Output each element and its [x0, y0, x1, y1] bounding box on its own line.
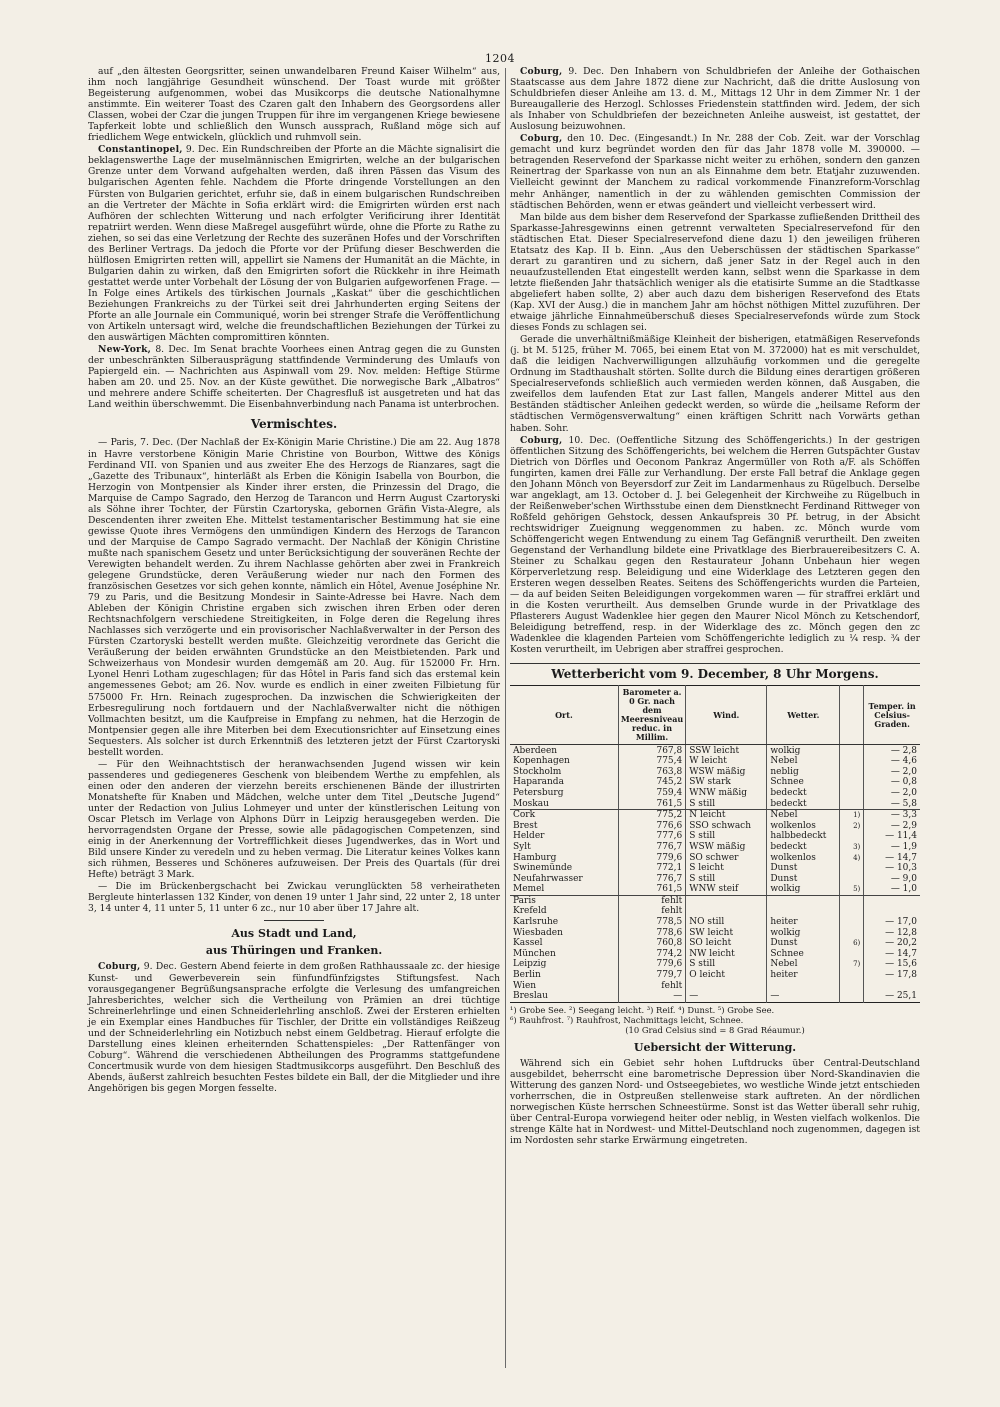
col-header-ort: Ort. — [510, 686, 618, 745]
article-text: auf „den ältesten Georgsritter, seinen unwandelbaren Freund Kaiser Wilhelm“ aus, ihm noch langjährige Gesundheit wünschend. Der Toast wurde mit größter Begeisterung aufgenommen, wobei das Musikcorps die deutsche Nationalhymne anstimmte. Ein weiterer Toast des Czaren galt den Inhabern des Georgsordens aller Classen, wobei der Czar die jungen Truppen für ihre im vergangenen Kriege bewiesene Tapferkeit lobte und schließlich den Wunsch aussprach, Rußland möge sich auf friedlichem Wege entwickeln, glücklich und ruhmvoll sein. — [88, 66, 500, 144]
cell-ort: Krefeld — [513, 906, 547, 917]
cell-footnote: 4) — [840, 852, 864, 863]
cell-footnote — [840, 777, 864, 788]
cell-footnote: 2) — [840, 821, 864, 832]
cell-ort: Kassel — [513, 938, 543, 949]
weather-row — [510, 777, 920, 788]
cell-barometer: 778,6 — [618, 928, 685, 939]
cell-temperature: — 11,4 — [864, 831, 920, 842]
cell-wind: S still — [686, 831, 767, 842]
dateline-place: New-York, — [98, 344, 152, 356]
cell-barometer: 774,2 — [618, 949, 685, 960]
cell-footnote — [840, 798, 864, 809]
weather-row — [510, 906, 920, 917]
cell-footnote — [840, 906, 864, 917]
cell-footnote: 5) — [840, 884, 864, 895]
weather-row — [510, 884, 920, 895]
cell-ort: Karlsruhe — [513, 917, 559, 928]
cell-barometer: 777,6 — [618, 831, 685, 842]
cell-wind: WSW mäßig — [686, 767, 767, 778]
cell-ort: Wien — [513, 980, 537, 991]
cell-temperature: — 4,6 — [864, 756, 920, 767]
cell-barometer: 776,7 — [618, 842, 685, 853]
vermischtes-heading: Vermischtes. — [250, 417, 338, 432]
regional-section — [88, 961, 500, 1094]
cell-ort: Wiesbaden — [513, 927, 563, 938]
dateline-place: Constantinopel, — [98, 144, 183, 156]
cell-wind: SW stark — [686, 777, 767, 788]
column-divider — [505, 68, 506, 1368]
cell-wetter: halbbedeckt — [767, 831, 840, 842]
cell-temperature: — 2,0 — [864, 767, 920, 778]
dateline-place: Coburg, — [520, 434, 563, 446]
cell-temperature: — 14,7 — [864, 852, 920, 863]
cell-barometer: 763,8 — [618, 767, 685, 778]
page-number: 1204 — [485, 52, 515, 65]
cell-wind: WNW steif — [686, 884, 767, 895]
local-news-section — [510, 66, 920, 655]
cell-ort: Sylt — [513, 841, 531, 852]
weather-overview-text: Während sich ein Gebiet sehr hohen Luftdrucks über Central-Deutschland ausgebildet, beherrscht eine barometrische Depression über Nord-Skandinavien die Witterung des ganzen Nord- und Ostseegebietes, wo westliche Winde jetzt entschieden vorherrschen, die in Ostpreußen stellenweise stark auftreten. An der nördlichen norwegischen Küste herrschen Schneestürme. Sonst ist das Wetter überall sehr ruhig, über Central-Europa vorwiegend heiter oder neblig, in Westen vielfach wolkenlos. Die strenge Kälte hat in Nordwest- und Mittel-Deutschland noch zugenommen, dagegen ist im Nordosten sehr starke Erwärmung eingetreten. — [510, 1057, 920, 1147]
cell-temperature: — 2,0 — [864, 788, 920, 799]
article-paragraph — [510, 334, 920, 433]
cell-ort: Leipzig — [513, 959, 547, 970]
cell-wetter: Dunst — [767, 874, 840, 885]
cell-wind: SSO schwach — [686, 821, 767, 832]
article-paragraph — [88, 961, 500, 1094]
cell-ort: Brest — [513, 820, 538, 831]
cell-ort: Helder — [513, 831, 545, 842]
cell-barometer: 776,7 — [618, 874, 685, 885]
weather-row — [510, 821, 920, 832]
cell-wind: WNW mäßig — [686, 788, 767, 799]
article-paragraph — [88, 66, 500, 143]
cell-wetter: wolkenlos — [767, 821, 840, 832]
weather-row — [510, 745, 920, 756]
cell-footnote — [840, 863, 864, 874]
article-paragraph — [88, 437, 500, 757]
cell-wind: W leicht — [686, 756, 767, 767]
article-paragraph — [510, 66, 920, 132]
weather-table-header — [510, 686, 920, 745]
cell-barometer: — — [618, 991, 685, 1002]
cell-ort: Memel — [510, 884, 618, 895]
article-text: Man bilde aus dem bisher dem Reservefond der Sparkasse zufließenden Drittheil des Sparkasse-Jahresgewinns einen getrennt verwalteten Specialreservefond für den städtischen Etat. Dieser Specialreservefond diene dazu 1) den jeweiligen früheren Etatsatz des Kap. II b. Einn. „Aus den Ueberschüssen der städtischen Sparkasse“ derart zu garantiren und zu sichern, daß jener Satz in der Regel auch in den neuaufzustellenden Etat eingestellt werden kann, selbst wenn die Sparkasse in dem letzte fließenden Jahr thatsächlich weniger als die etatisirte Summe an die Stadtkasse abgeliefert haben sollte, 2) aber auch dazu dem bisherigen Reservefond des Etats (Kap. XVI der Ausg.) die in manchem Jahr am höchst nöthigen Mittel zuzuführen. Der etwaige jährliche Einnahmeüberschuß dieses Specialreservefonds würde zum Stock dieses Fonds zu schlagen sei. — [510, 211, 920, 334]
cell-footnote — [840, 745, 864, 756]
cell-temperature: — 15,6 — [864, 959, 920, 970]
article-paragraph — [88, 144, 500, 343]
cell-temperature: — 0,8 — [864, 777, 920, 788]
vermischtes-section — [88, 437, 500, 914]
cell-wetter: Dunst — [767, 863, 840, 874]
cell-temperature: — 3,3 — [864, 810, 920, 821]
cell-wind: SSW leicht — [686, 745, 767, 756]
article-paragraph — [88, 759, 500, 881]
dateline-place: Coburg, — [520, 133, 563, 145]
cell-ort: Petersburg — [513, 787, 564, 798]
cell-wind: SO leicht — [686, 938, 767, 949]
cell-wetter: Schnee — [767, 777, 840, 788]
cell-ort: Paris — [513, 895, 536, 906]
cell-wetter — [767, 981, 840, 992]
regional-heading-1: Aus Stadt und Land, — [231, 927, 357, 941]
cell-footnote — [840, 970, 864, 981]
weather-row — [510, 788, 920, 799]
cell-wind: S still — [686, 959, 767, 970]
article-text: 9. Dec. Gestern Abend feierte in dem großen Rathhaussaale zc. der hiesige Kunst- und Gewerbeverein sein fünfundfünfzigstes Stiftungsfest. Nach vorausgegangener Begrüßungsansprache erfolgte die Verlesung des umfangreichen Jahresberichtes, welcher sich die Vertheilung von Prämien an drei tüchtige Schreinerlehrlinge und einen Schneiderlehrling anschloß. Zwei der Ersteren erhielten je ein Exemplar eines Handbuches für Tischler, der Dritte ein vollständiges Reißzeug und der Schneiderlehrling ein Notizbuch nebst einem Geldbetrag. Hierauf erfolgte die Darstellung eines kleinen erheiternden Schattenspieles: „Der Rattenfänger von Coburg“. Während die verschiedenen Abtheilungen des Programms stattgefundene Concertmusik wurde von dem hiesigen Stadtmusikcorps ausgeführt. Den Beschluß des Abends, äußerst zahlreich besuchten Festes bildete ein Ball, der die Mitglieder und ihre Angehörigen bis gegen Morgen fesselte. — [88, 961, 500, 1094]
cell-wetter: Dunst — [767, 938, 840, 949]
col-header-barometer: Barometer a. 0 Gr. nach dem Meeresniveau reduc. in Millim. — [618, 686, 685, 745]
cell-ort: Kopenhagen — [513, 756, 570, 767]
cell-temperature: — 20,2 — [864, 938, 920, 949]
article-paragraph — [510, 212, 920, 334]
cell-barometer: fehlt — [618, 981, 685, 992]
cell-footnote — [840, 949, 864, 960]
cell-temperature: — 2,9 — [864, 821, 920, 832]
cell-temperature: — 10,3 — [864, 863, 920, 874]
footnote-line: ⁶) Rauhfrost. ⁷) Rauhfrost, Nachmittags leicht, Schnee. — [510, 1014, 744, 1025]
cell-barometer: 778,5 — [618, 917, 685, 928]
article-text: 8. Dec. Im Senat brachte Voorhees einen Antrag gegen die zu Gunsten der unbeschränkten Silberausprägung stattfindende Verminderung des Umlaufs von Papiergeld ein. — Nachrichten aus Aspinwall vom 29. Nov. melden: Heftige Stürme haben am 20. und 25. Nov. an der Küste gewüthet. Die norwegische Bark „Albatros“ und mehrere andere Schiffe scheiterten. Der Chagresfluß ist ausgetreten und hat das Land weithin überschwemmt. Die Eisenbahnverbindung nach Panama ist unterbrochen. — [88, 344, 500, 411]
cell-ort: Berlin — [513, 970, 541, 981]
cell-barometer: 779,7 — [618, 970, 685, 981]
left-column — [88, 66, 500, 1095]
cell-footnote: 1) — [840, 810, 864, 821]
article-text: — Die im Brückenbergschacht bei Zwickau verunglückten 58 verheiratheten Bergleute hinterlassen 132 Kinder, von denen 19 unter 1 Jahr sind, 22 unter 2, 18 unter 3, 14 unter 4, 11 unter 5, 11 unter 6 zc., nur 10 aber über 17 Jahre alt. — [88, 881, 500, 915]
weather-row — [510, 767, 920, 778]
cell-wind: S leicht — [686, 863, 767, 874]
article-paragraph — [510, 133, 920, 210]
cell-footnote — [840, 874, 864, 885]
weather-row — [510, 917, 920, 928]
article-paragraph — [510, 435, 920, 656]
cell-temperature — [864, 981, 920, 992]
cell-wind: SO schwer — [686, 852, 767, 863]
weather-row — [510, 970, 920, 981]
cell-footnote — [840, 767, 864, 778]
article-text: — Paris, 7. Dec. (Der Nachlaß der Ex-Königin Marie Christine.) Die am 22. Aug 1878 in Havre verstorbene Königin Marie Christine von Bourbon, Wittwe des Königs Ferdinand VII. von Spanien und aus zweiter Ehe des Herzogs de Rianzares, sagt die „Gazette des Tribunaux“, hinterläßt als Erben die Königin Isabella von Bourbon, die Herzogin von Montpensier als Kinder ihrer ersten, die Prinzessin del Drago, die Marquise de Campo Sagrado, den Herzog de Tarancon und Herrn August Czartoryski als Söhne ihrer Tochter, der Fürstin Czartoryska, gebornen Gräfin Vista-Alegre, als Descendenten ihrer zweiten Ehe. Mittelst testamentarischer Bestimmung hat sie eine gewisse Quote ihres Vermögens den unmündigen Kindern des Herzogs de Tarancon und der Marquise de Campo Sagrado vermacht. Der Nachlaß der Königin Christine mußte nach spanischem Gesetz und unter Berücksichtigung der souveränen Rechte der Verewigten behandelt werden. Zu ihrem Nachlasse gehörten aber zwei in Frankreich gelegene Grundstücke, deren Veräußerung wieder nur nach den Formen des französischen Gesetzes vor sich gehen konnte, nämlich ein Hôtel, Avenue Joséphine Nr. 79 zu Paris, und die Besitzung Mondesir in Sainte-Adresse bei Havre. Nach dem Ableben der Königin Christine ergaben sich zwischen ihren Erben oder deren Rechtsnachfolgern verschiedene Streitigkeiten, in Folge deren die Regelung ihres Nachlasses sich verzögerte und ein provisorischer Nachlaßverwalter in der Person des Fürsten Czartoryski bestellt werden mußte. Gleichzeitig verordnete das Gericht die Veräußerung der beiden erwähnten Grundstücke an den Meistbietenden. Park und Schweizerhaus von Mondesir wurden demgemäß am 20. Aug. für 152000 Fr. Hrn. Lyonel Henri Lotham zugeschlagen; für das Hôtel in Paris fand sich das erstemal kein angemessenes Gebot; am 26. Nov. wurde es endlich in einer zweiten Filbietung für 575000 Fr. Hrn. Reinach zugesprochen. Da inzwischen die Schwierigkeiten der Erbesregulirung noch fortdauern und der Nachlaßverwalter nicht die nöthigen Vollmachten besitzt, um die Kaufpreise in Empfang zu nehmen, hat die Herzogin de Montpensier gegen alle ihre Miterben bei dem Executionsrichter auf Einsetzung eines Sequesters. Als solcher ist durch Erkenntniß des letzteren jetzt der Fürst Czartoryski bestellt worden. — [88, 437, 500, 758]
weather-row — [510, 895, 920, 906]
cell-wetter: wolkig — [767, 745, 840, 756]
weather-table-body — [510, 745, 920, 1002]
weather-row — [510, 991, 920, 1002]
cell-ort: Breslau — [513, 991, 548, 1002]
cell-wetter — [767, 895, 840, 906]
cell-ort: Cork — [513, 810, 536, 821]
cell-barometer: 779,6 — [618, 959, 685, 970]
cell-wetter: heiter — [767, 917, 840, 928]
cell-temperature: — 25,1 — [864, 991, 920, 1002]
cell-wind: — — [686, 991, 767, 1002]
cell-wetter: Schnee — [767, 949, 840, 960]
cell-barometer: 761,5 — [618, 884, 685, 895]
cell-wind: S still — [686, 798, 767, 809]
weather-overview-heading: Uebersicht der Witterung. — [633, 1040, 797, 1054]
cell-temperature: — 17,0 — [864, 917, 920, 928]
cell-temperature: — 17,8 — [864, 970, 920, 981]
cell-barometer: 775,4 — [618, 756, 685, 767]
cell-wetter: neblig — [767, 767, 840, 778]
weather-table — [510, 685, 920, 1002]
weather-report-title: Wetterbericht vom 9. December, 8 Uhr Morgens. — [510, 663, 920, 682]
cell-wind: NO still — [686, 917, 767, 928]
weather-row — [510, 842, 920, 853]
dateline-place: Coburg, — [98, 961, 141, 973]
cell-wind — [686, 895, 767, 906]
cell-temperature: — 9,0 — [864, 874, 920, 885]
cell-barometer: 776,6 — [618, 821, 685, 832]
cell-temperature — [864, 895, 920, 906]
cell-wetter: Nebel — [767, 756, 840, 767]
cell-wetter: wolkig — [767, 884, 840, 895]
col-header-footnote — [840, 686, 864, 745]
weather-footnotes — [510, 1005, 920, 1035]
cell-barometer: 759,4 — [618, 788, 685, 799]
cell-ort: Moskau — [510, 798, 618, 809]
cell-barometer: 745,2 — [618, 777, 685, 788]
weather-row — [510, 874, 920, 885]
col-header-wetter: Wetter. — [767, 686, 840, 745]
right-column — [510, 66, 920, 1147]
cell-ort: Hamburg — [513, 852, 557, 863]
weather-row — [510, 938, 920, 949]
article-text: 9. Dec. Den Inhabern von Schuldbriefen der Anleihe der Gothaischen Staatscasse aus dem Jahre 1872 diene zur Nachricht, daß die dritte Auslosung von Schuldbriefen dieser Anleihe am 13. d. M., Mittags 12 Uhr in dem Zimmer Nr. 1 der Bureaugallerie des Herzogl. Schlosses Friedenstein stattfinden wird. Jedem, der sich als Inhaber von Schuldbriefen der bezeichneten Anleihe ausweist, ist gestattet, der Auslosung beizuwohnen. — [510, 66, 920, 133]
article-text: 10. Dec. (Oeffentliche Sitzung des Schöffengerichts.) In der gestrigen öffentlichen Sitzung des Schöffengerichts, bei welchem die Herren Gutspächter Gustav Dietrich von Dörfles und Oeconom Pankraz Angermüller von Roth a/F. als Schöffen fungirten, kamen drei Fälle zur Verhandlung. Der erste Fall betraf die Anklage gegen den Johann Mönch von Beyersdorf zur Zeit im Landarmenhaus zu Rügelbuch. Derselbe war angeklagt, am 13. October d. J. bei Gelegenheit der Kirchweihe zu Rügelbuch in der Reißenweber'schen Wirthsstube einen dem Dienstknecht Ferdinand Rittweger von Roßfeld gehörigen Gehstock, dessen Ankaufspreis 30 Pf. betrug, in der Absicht rechtswidriger Zueignung weggenommen zu haben. zc. Mönch wurde vom Schöffengericht wegen Entwendung zu einem Tag Gefängniß verurtheilt. Den zweiten Gegenstand der Verhandlung bildete eine Privatklage des Bierbrauereibesitzers C. A. Steiner zu Schalkau gegen den Restaurateur Johann Unbehaun hier wegen Körperverletzung resp. Beleidigung und eine Widerklage des Letzteren gegen den Ersteren wegen desselben Reates. Seitens des Schöffengerichts wurden die Parteien, — da auf beiden Seiten Beleidigungen vorgekommen waren — für straffrei erklärt und in die Kosten verurtheilt. Aus demselben Grunde wurde in der Privatklage des Pflasterers August Wadenklee hier gegen den Maurer Nicol Mönch zu Ketschendorf, Beleidigung betreffend, resp. in der Widerklage des zc. Mönch gegen den zc Wadenklee die klagenden Parteien vom Schöffengerichte lediglich zu ¼ resp. ¾ der Kosten verurtheilt, im Uebrigen aber straffrei gesprochen. — [510, 434, 920, 656]
footnote-line: ¹) Grobe See. ²) Seegang leicht. ³) Reif. ⁴) Dunst. ⁵) Grobe See. — [510, 1004, 775, 1015]
cell-barometer: 761,5 — [618, 798, 685, 809]
cell-footnote — [840, 928, 864, 939]
article-text: 9. Dec. Ein Rundschreiben der Pforte an die Mächte signalisirt die beklagenswerthe Lage der muselmännischen Emigrirten, welche an der bulgarischen Grenze unter dem Vorwand aufgehalten werden, daß ihren Pässen das Visum des bulgarischen Agenten fehle. Nachdem die Pforte dringende Vorstellungen an den Fürsten von Bulgarien gerichtet, erfuhr sie, daß in einem bulgarischen Rundschreiben an die Vertreter der Mächte in Sofia erklärt wird: die Emigrirten würden erst nach Aufhören der schlechten Witterung und nach erfolgter Verificirung ihrer Identität repatriirt werden. Wenn diese Maßregel ausgeführt würde, ohne die Pforte zu Rathe zu ziehen, so sei das eine Verletzung der Rechte des suzeränen Hofes und der Vorschriften des Berliner Vertrags. Da jedoch die Pforte vor der Prüfung dieser Beschwerden die hülflosen Emigrirten retten will, appellirt sie Namens der Humanität an die Mächte, in Bulgarien dahin zu wirken, daß den Emigrirten sofort die Rückkehr in ihre Heimath gestattet werde unter Vorbehalt der Lösung der von Bulgarien aufgeworfenen Frage. — In Folge eines Artikels des türkischen Journals „Kaskat“ über die geschichtlichen Beziehungen Frankreichs zu der Türkei seit drei Jahrhunderten erging Seitens der Pforte an alle Journale ein Communiqué, worin bei strenger Strafe die Veröffentlichung von Artikeln untersagt wird, welche die freundschaftlichen Beziehungen der Türkei zu den auswärtigen Mächten compromittiren könnten. — [88, 144, 500, 344]
article-paragraph — [88, 344, 500, 410]
cell-wind: SW leicht — [686, 928, 767, 939]
cell-wind — [686, 906, 767, 917]
article-text: Gerade die unverhältnißmäßige Kleinheit der bisherigen, etatmäßigen Reservefonds (j. bt M. 5125, früher M. 7065, bei einem Etat von M. 372000) hat es mit verschuldet, daß die leidigen Nachverwilligungen allzuhäufig vorkommen und die geregelte Ordnung im Stadthaushalt störten. Sollte durch die Bildung eines derartigen größeren Specialreservefonds schließlich auch vermieden werden können, daß Ausgaben, die zweifellos dem laufenden Etat zur Last fallen, Mangels anderer Mittel aus den Beständen städtischer Anleihen gedeckt werden, so würde die „heilsame Reform der städtischen Vermögensverwaltung“ einen kräftigen Schritt nach Vorwärts gethan haben. Sohr. — [510, 334, 920, 434]
cell-barometer: 772,1 — [618, 863, 685, 874]
weather-row — [510, 798, 920, 809]
cell-wind: NW leicht — [686, 949, 767, 960]
weather-row — [510, 852, 920, 863]
cell-ort: Haparanda — [513, 777, 564, 788]
news-section — [88, 66, 500, 410]
cell-barometer: 775,2 — [618, 810, 685, 821]
cell-ort: München — [513, 948, 556, 959]
section-divider — [264, 920, 324, 921]
cell-temperature: — 12,8 — [864, 928, 920, 939]
cell-temperature — [864, 906, 920, 917]
cell-wetter: Nebel — [767, 810, 840, 821]
cell-temperature: — 1,0 — [864, 884, 920, 895]
cell-wind: O leicht — [686, 970, 767, 981]
cell-wetter: Nebel — [767, 959, 840, 970]
cell-footnote: 3) — [840, 842, 864, 853]
article-text: — Für den Weihnachtstisch der heranwachsenden Jugend wissen wir kein passenderes und gediegeneres Geschenk von bleibendem Werthe zu empfehlen, als einen oder den anderen der vierzehn bereits erschienenen Bände der illustrirten Monatshefte für Knaben und Mädchen, welche unter dem Titel „Deutsche Jugend“ unter der Redaction von Julius Lohmeyer und unter der künstlerischen Leitung von Oscar Pletsch im Verlage von Alphons Dürr in Leipzig herausgegeben werden. Die hervorragendsten Organe der Presse, sowie alle pädagogischen Competenzen, sind einig in der Anerkennung der Vortrefflichkeit dieses Jugendwerkes, das in Wort und Bild unsere Kinder zu veredeln und zu heben vermag. Die Literatur keines Volkes kann sich rühmen, Besseres und Schöneres aufzuweisen. Der Preis des Quartals (für drei Hefte) beträgt 3 Mark. — [88, 758, 500, 881]
weather-row — [510, 981, 920, 992]
cell-footnote: 7) — [840, 959, 864, 970]
cell-wetter: — — [767, 991, 840, 1002]
cell-barometer: fehlt — [618, 906, 685, 917]
cell-wind: WSW mäßig — [686, 842, 767, 853]
cell-footnote — [840, 917, 864, 928]
cell-wetter: bedeckt — [767, 788, 840, 799]
cell-barometer: 760,8 — [618, 938, 685, 949]
cell-ort: Aberdeen — [513, 745, 558, 756]
cell-wind: N leicht — [686, 810, 767, 821]
cell-footnote — [840, 788, 864, 799]
cell-wind: S still — [686, 874, 767, 885]
weather-row — [510, 928, 920, 939]
cell-barometer: fehlt — [618, 895, 685, 906]
cell-temperature: — 14,7 — [864, 949, 920, 960]
col-header-temp: Temper. in Celsius-Graden. — [864, 686, 920, 745]
cell-wetter: heiter — [767, 970, 840, 981]
article-text: den 10. Dec. (Eingesandt.) In Nr. 288 der Cob. Zeit. war der Vorschlag gemacht und kurz begründet worden den für das Jahr 1878 volle M. 390000. — betragenden Reservefond der Sparkasse nicht weiter zu erhöhen, sondern den ganzen Reinertrag der Sparkasse von nun an als Einnahme dem betr. Etatjahr zuzuwenden. Vielleicht gewinnt der Manchem zu radical vorkommende Finanzreform-Vorschlag mehr Anhänger, namentlich in der zu wählenden gemischten Commission der städtischen Behörden, wenn er etwas geändert und vielleicht verbessert wird. — [510, 133, 920, 211]
cell-footnote — [840, 831, 864, 842]
cell-temperature: — 5,8 — [864, 798, 920, 809]
cell-wind — [686, 981, 767, 992]
weather-row — [510, 949, 920, 960]
cell-wetter — [767, 906, 840, 917]
cell-temperature: — 2,8 — [864, 745, 920, 756]
dateline-place: Coburg, — [520, 66, 563, 77]
footnote-conversion: (10 Grad Celsius sind = 8 Grad Réaumur.) — [625, 1024, 805, 1035]
cell-footnote — [840, 991, 864, 1002]
cell-footnote — [840, 756, 864, 767]
weather-row — [510, 831, 920, 842]
weather-row — [510, 863, 920, 874]
regional-heading-2: aus Thüringen und Franken. — [205, 944, 383, 958]
cell-barometer: 779,6 — [618, 852, 685, 863]
cell-wetter: bedeckt — [767, 842, 840, 853]
weather-row — [510, 756, 920, 767]
weather-row — [510, 959, 920, 970]
weather-row — [510, 810, 920, 821]
cell-footnote: 6) — [840, 938, 864, 949]
cell-ort: Stockholm — [513, 766, 562, 777]
cell-temperature: — 1,9 — [864, 842, 920, 853]
cell-footnote — [840, 895, 864, 906]
cell-wetter: wolkenlos — [767, 852, 840, 863]
cell-footnote — [840, 981, 864, 992]
cell-barometer: 767,8 — [618, 745, 685, 756]
cell-ort: Swinemünde — [513, 863, 573, 874]
cell-wetter: bedeckt — [767, 798, 840, 809]
col-header-wind: Wind. — [686, 686, 767, 745]
cell-wetter: wolkig — [767, 928, 840, 939]
cell-ort: Neufahrwasser — [513, 873, 583, 884]
article-paragraph — [88, 881, 500, 914]
